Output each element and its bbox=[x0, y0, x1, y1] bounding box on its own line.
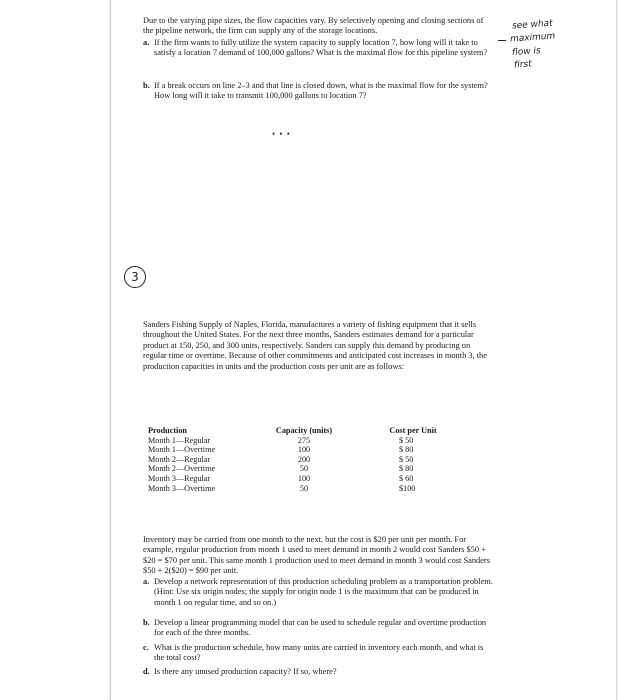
question-label: a. bbox=[143, 38, 150, 47]
table-cell: 50 bbox=[299, 483, 309, 493]
table-cell: 100 bbox=[297, 445, 311, 455]
table-cell: $ 80 bbox=[399, 445, 414, 455]
table-header-cost: Cost per Unit bbox=[389, 426, 437, 435]
table-column-cost bbox=[378, 426, 448, 493]
handwritten-note-line-2: maximum bbox=[509, 31, 556, 45]
question-text: If a break occurs on line 2–3 and that line is closed down, what is the maximal flow for the system? How long will it take to transmit 100,000 gallons to location 7? bbox=[154, 81, 488, 101]
problem-question-a bbox=[143, 577, 495, 608]
question-text: What is the production schedule, how many units are carried in inventory each month, and what is the total cost? bbox=[154, 643, 484, 663]
handwritten-note-line-3: flow is bbox=[511, 46, 542, 58]
table-cell: 200 bbox=[297, 454, 311, 464]
table-cell: Month 1—Overtime bbox=[148, 445, 216, 455]
question-text: Develop a network representation of this production scheduling problem as a transportation problem. (Hint: Use six origin nodes; the supply for origin node 1 is the maximum that can be produced in month 1 on regular time, and so on.) bbox=[154, 577, 493, 607]
problem-question-b bbox=[143, 618, 495, 639]
question-label: c. bbox=[143, 643, 149, 652]
problem-question-d bbox=[143, 667, 495, 677]
table-cell: Month 2—Regular bbox=[148, 454, 211, 464]
table-cell: $ 50 bbox=[399, 435, 414, 445]
table-header-production: Production bbox=[148, 426, 187, 435]
question-label: b. bbox=[143, 81, 150, 90]
table-cell: $ 50 bbox=[399, 454, 414, 464]
problem-question-c bbox=[143, 643, 495, 664]
table-column-production bbox=[148, 426, 268, 493]
table-cell: 275 bbox=[297, 435, 311, 445]
handwritten-note-line-4: first bbox=[513, 59, 533, 71]
table-header-capacity: Capacity (units) bbox=[275, 426, 333, 435]
table-column-capacity bbox=[268, 426, 340, 493]
table-cell: $ 60 bbox=[399, 473, 414, 483]
question-text: Is there any unused production capacity? If so, where? bbox=[154, 667, 337, 676]
table-cell: Month 3—Overtime bbox=[148, 483, 216, 493]
table-cell: Month 3—Regular bbox=[148, 473, 211, 483]
pipeline-question-a bbox=[143, 38, 495, 59]
table-cell: Month 1—Regular bbox=[148, 435, 211, 445]
table-cell: $100 bbox=[399, 483, 416, 493]
ellipsis-dots: • • • bbox=[272, 129, 291, 139]
question-text: If the firm wants to fully utilize the system capacity to supply location 7, how long will it take to satisfy a location 7 demand of 100,000 gallons? What is the maximal flow for this pipeline system? bbox=[154, 38, 488, 58]
handwritten-dash bbox=[498, 40, 506, 41]
question-text: Develop a linear programming model that can be used to schedule regular and overtime production for each of the three months. bbox=[154, 618, 487, 638]
pipeline-question-b bbox=[143, 81, 495, 102]
table-cell: 100 bbox=[297, 473, 311, 483]
problem-intro: Sanders Fishing Supply of Naples, Florida, manufactures a variety of fishing equipment that it sells throughout the United States. For the next three months, Sanders estimates demand for a particular product at 150, 250, and 300 units, respectively. Sanders can supply this demand by producing on regular time or overtime. Because of other commitments and anticipated cost increases in month 3, the production capacities in units and the production costs per unit are as follows: bbox=[143, 320, 487, 371]
pipeline-intro: Due to the varying pipe sizes, the flow capacities vary. By selectively opening and closing sections of the pipeline network, the firm can supply any of the storage locations. bbox=[143, 16, 484, 36]
table-cell: 50 bbox=[299, 464, 309, 474]
circled-problem-number: 3 bbox=[124, 266, 146, 288]
inventory-paragraph: Inventory may be carried from one month to the next, but the cost is $20 per unit per month. For example, regular production from month 1 used to meet demand in month 2 would cost Sanders $50 + $20 = $70 per unit. This same month 1 production used to meet demand in month 3 would cost Sanders $50 + 2($20) = $90 per unit. bbox=[143, 535, 490, 576]
table-cell: Month 2—Overtime bbox=[148, 464, 216, 474]
handwritten-note-line-1: see what bbox=[511, 18, 554, 32]
table-cell: $ 80 bbox=[399, 464, 414, 474]
question-label: a. bbox=[143, 577, 150, 586]
question-label: d. bbox=[143, 667, 150, 676]
question-label: b. bbox=[143, 618, 150, 627]
